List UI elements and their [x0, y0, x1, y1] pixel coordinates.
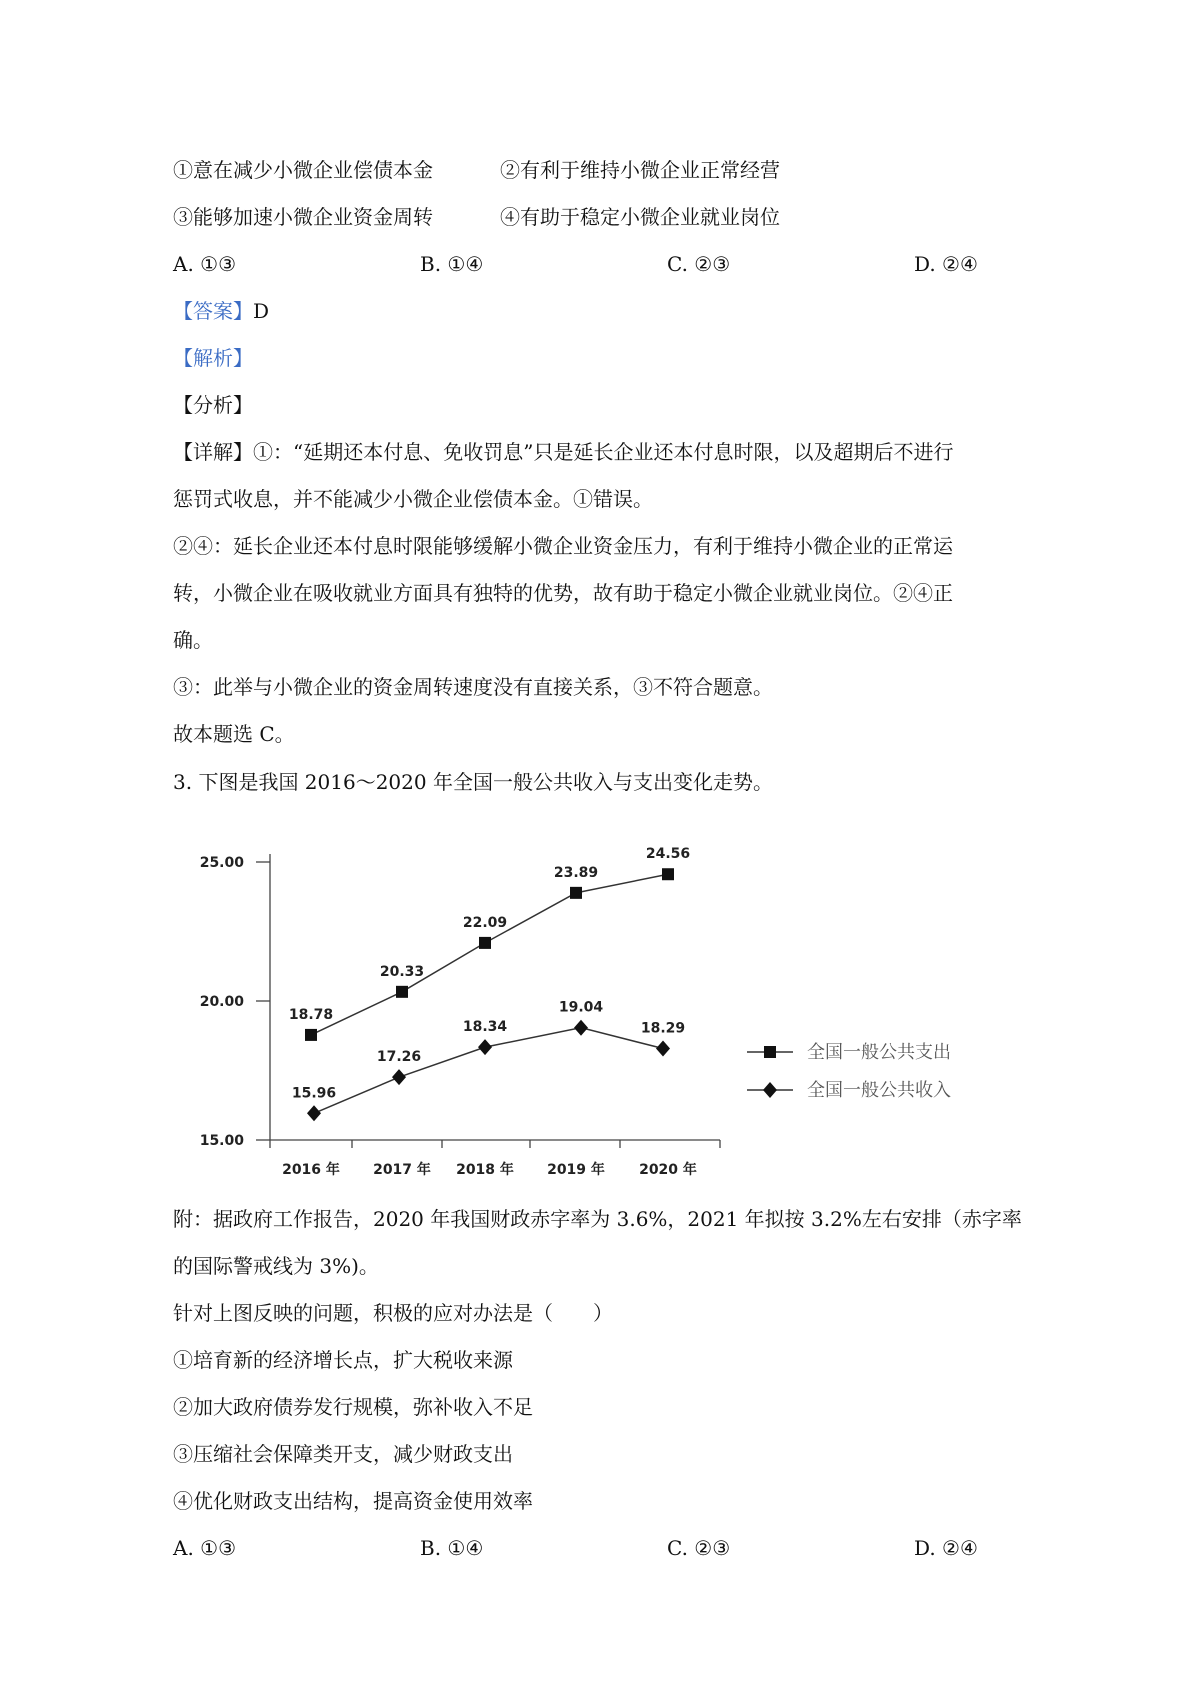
q3-option-d: D. ②④: [914, 1536, 978, 1560]
q2-option-c: C. ②③: [667, 252, 731, 276]
data-point-diamond: [478, 1039, 492, 1055]
data-point-diamond: [574, 1020, 588, 1036]
q3-option-c: C. ②③: [667, 1536, 731, 1560]
x-tick-label: 2017 年: [373, 1162, 431, 1178]
analysis-tag: 【解析】: [173, 346, 253, 370]
line-chart: [190, 832, 790, 1192]
detail-line-6: ③：此举与小微企业的资金周转速度没有直接关系，③不符合题意。: [173, 675, 773, 699]
x-tick-label: 2018 年: [456, 1162, 514, 1178]
detail-line-4: 转，小微企业在吸收就业方面具有独特的优势，故有助于稳定小微企业就业岗位。②④正: [173, 581, 953, 605]
answer-tag: 【答案】: [173, 299, 253, 323]
data-point-diamond: [392, 1069, 406, 1085]
q3-statement-4: ④优化财政支出结构，提高资金使用效率: [173, 1489, 533, 1513]
q3-option-b: B. ①④: [420, 1536, 484, 1560]
data-label: 22.09: [462, 914, 508, 931]
data-point-square: [305, 1029, 317, 1041]
data-label: 18.34: [462, 1019, 508, 1036]
chart-container: [190, 832, 790, 1192]
answer-value: D: [253, 299, 270, 323]
q3-option-a: A. ①③: [173, 1536, 237, 1560]
data-point-diamond: [656, 1041, 670, 1057]
data-label: 18.29: [640, 1020, 686, 1037]
data-point-square: [662, 868, 674, 880]
legend-label-revenue: 全国一般公共收入: [807, 1080, 951, 1101]
q3-title: 3. 下图是我国 2016～2020 年全国一般公共收入与支出变化走势。: [173, 770, 773, 794]
data-point-square: [570, 887, 582, 899]
q2-option-d: D. ②④: [914, 252, 978, 276]
q3-statement-3: ③压缩社会保障类开支，减少财政支出: [173, 1442, 513, 1466]
data-point-diamond: [307, 1105, 321, 1121]
legend-label-expenditure: 全国一般公共支出: [807, 1042, 951, 1063]
detail-line-2: 惩罚式收息，并不能减少小微企业偿债本金。①错误。: [173, 487, 653, 511]
q3-note-2: 的国际警戒线为 3%)。: [173, 1254, 379, 1278]
q3-statement-2: ②加大政府债券发行规模，弥补收入不足: [173, 1395, 533, 1419]
q3-statement-1: ①培育新的经济增长点，扩大税收来源: [173, 1348, 513, 1372]
data-label: 23.89: [553, 864, 599, 881]
q2-option-b: B. ①④: [420, 252, 484, 276]
data-label: 24.56: [645, 846, 691, 863]
q2-statement-3: ③能够加速小微企业资金周转: [173, 205, 433, 229]
detail-line-7: 故本题选 C。: [173, 722, 295, 746]
y-tick-label: 15.00: [199, 1133, 244, 1149]
data-label: 19.04: [558, 999, 604, 1016]
data-label: 20.33: [379, 963, 425, 980]
answer-line: [173, 297, 269, 325]
data-label: 18.78: [288, 1006, 334, 1023]
chart-legend: [743, 1038, 1003, 1118]
series-line-1: [311, 874, 668, 1035]
q2-statement-4: ④有助于稳定小微企业就业岗位: [500, 205, 780, 229]
legend-item-revenue: [747, 1080, 951, 1101]
square-marker-icon: [764, 1046, 776, 1058]
data-label: 15.96: [291, 1085, 337, 1102]
legend-item-expenditure: [747, 1042, 951, 1063]
data-point-square: [396, 986, 408, 998]
q3-question: 针对上图反映的问题，积极的应对办法是（ ）: [173, 1301, 613, 1325]
q2-statement-1: ①意在减少小微企业偿债本金: [173, 158, 433, 182]
detail-line-3: ②④：延长企业还本付息时限能够缓解小微企业资金压力，有利于维持小微企业的正常运: [173, 534, 953, 558]
detail-line-1: 【详解】①：“延期还本付息、免收罚息”只是延长企业还本付息时限，以及超期后不进行: [173, 440, 954, 464]
x-tick-label: 2019 年: [547, 1162, 605, 1178]
data-point-square: [479, 937, 491, 949]
x-tick-label: 2016 年: [282, 1162, 340, 1178]
q2-statement-2: ②有利于维持小微企业正常经营: [500, 158, 780, 182]
data-label: 17.26: [376, 1049, 422, 1066]
q2-option-a: A. ①③: [173, 252, 237, 276]
y-tick-label: 25.00: [199, 855, 244, 871]
fenxi-tag: 【分析】: [173, 393, 253, 417]
q3-note-1: 附：据政府工作报告，2020 年我国财政赤字率为 3.6%，2021 年拟按 3.2%左右安排（赤字率: [173, 1207, 1022, 1231]
y-tick-label: 20.00: [199, 994, 244, 1010]
x-tick-label: 2020 年: [639, 1162, 697, 1178]
diamond-marker-icon: [763, 1082, 777, 1098]
series-line-2: [314, 1028, 663, 1114]
detail-line-5: 确。: [173, 628, 213, 652]
